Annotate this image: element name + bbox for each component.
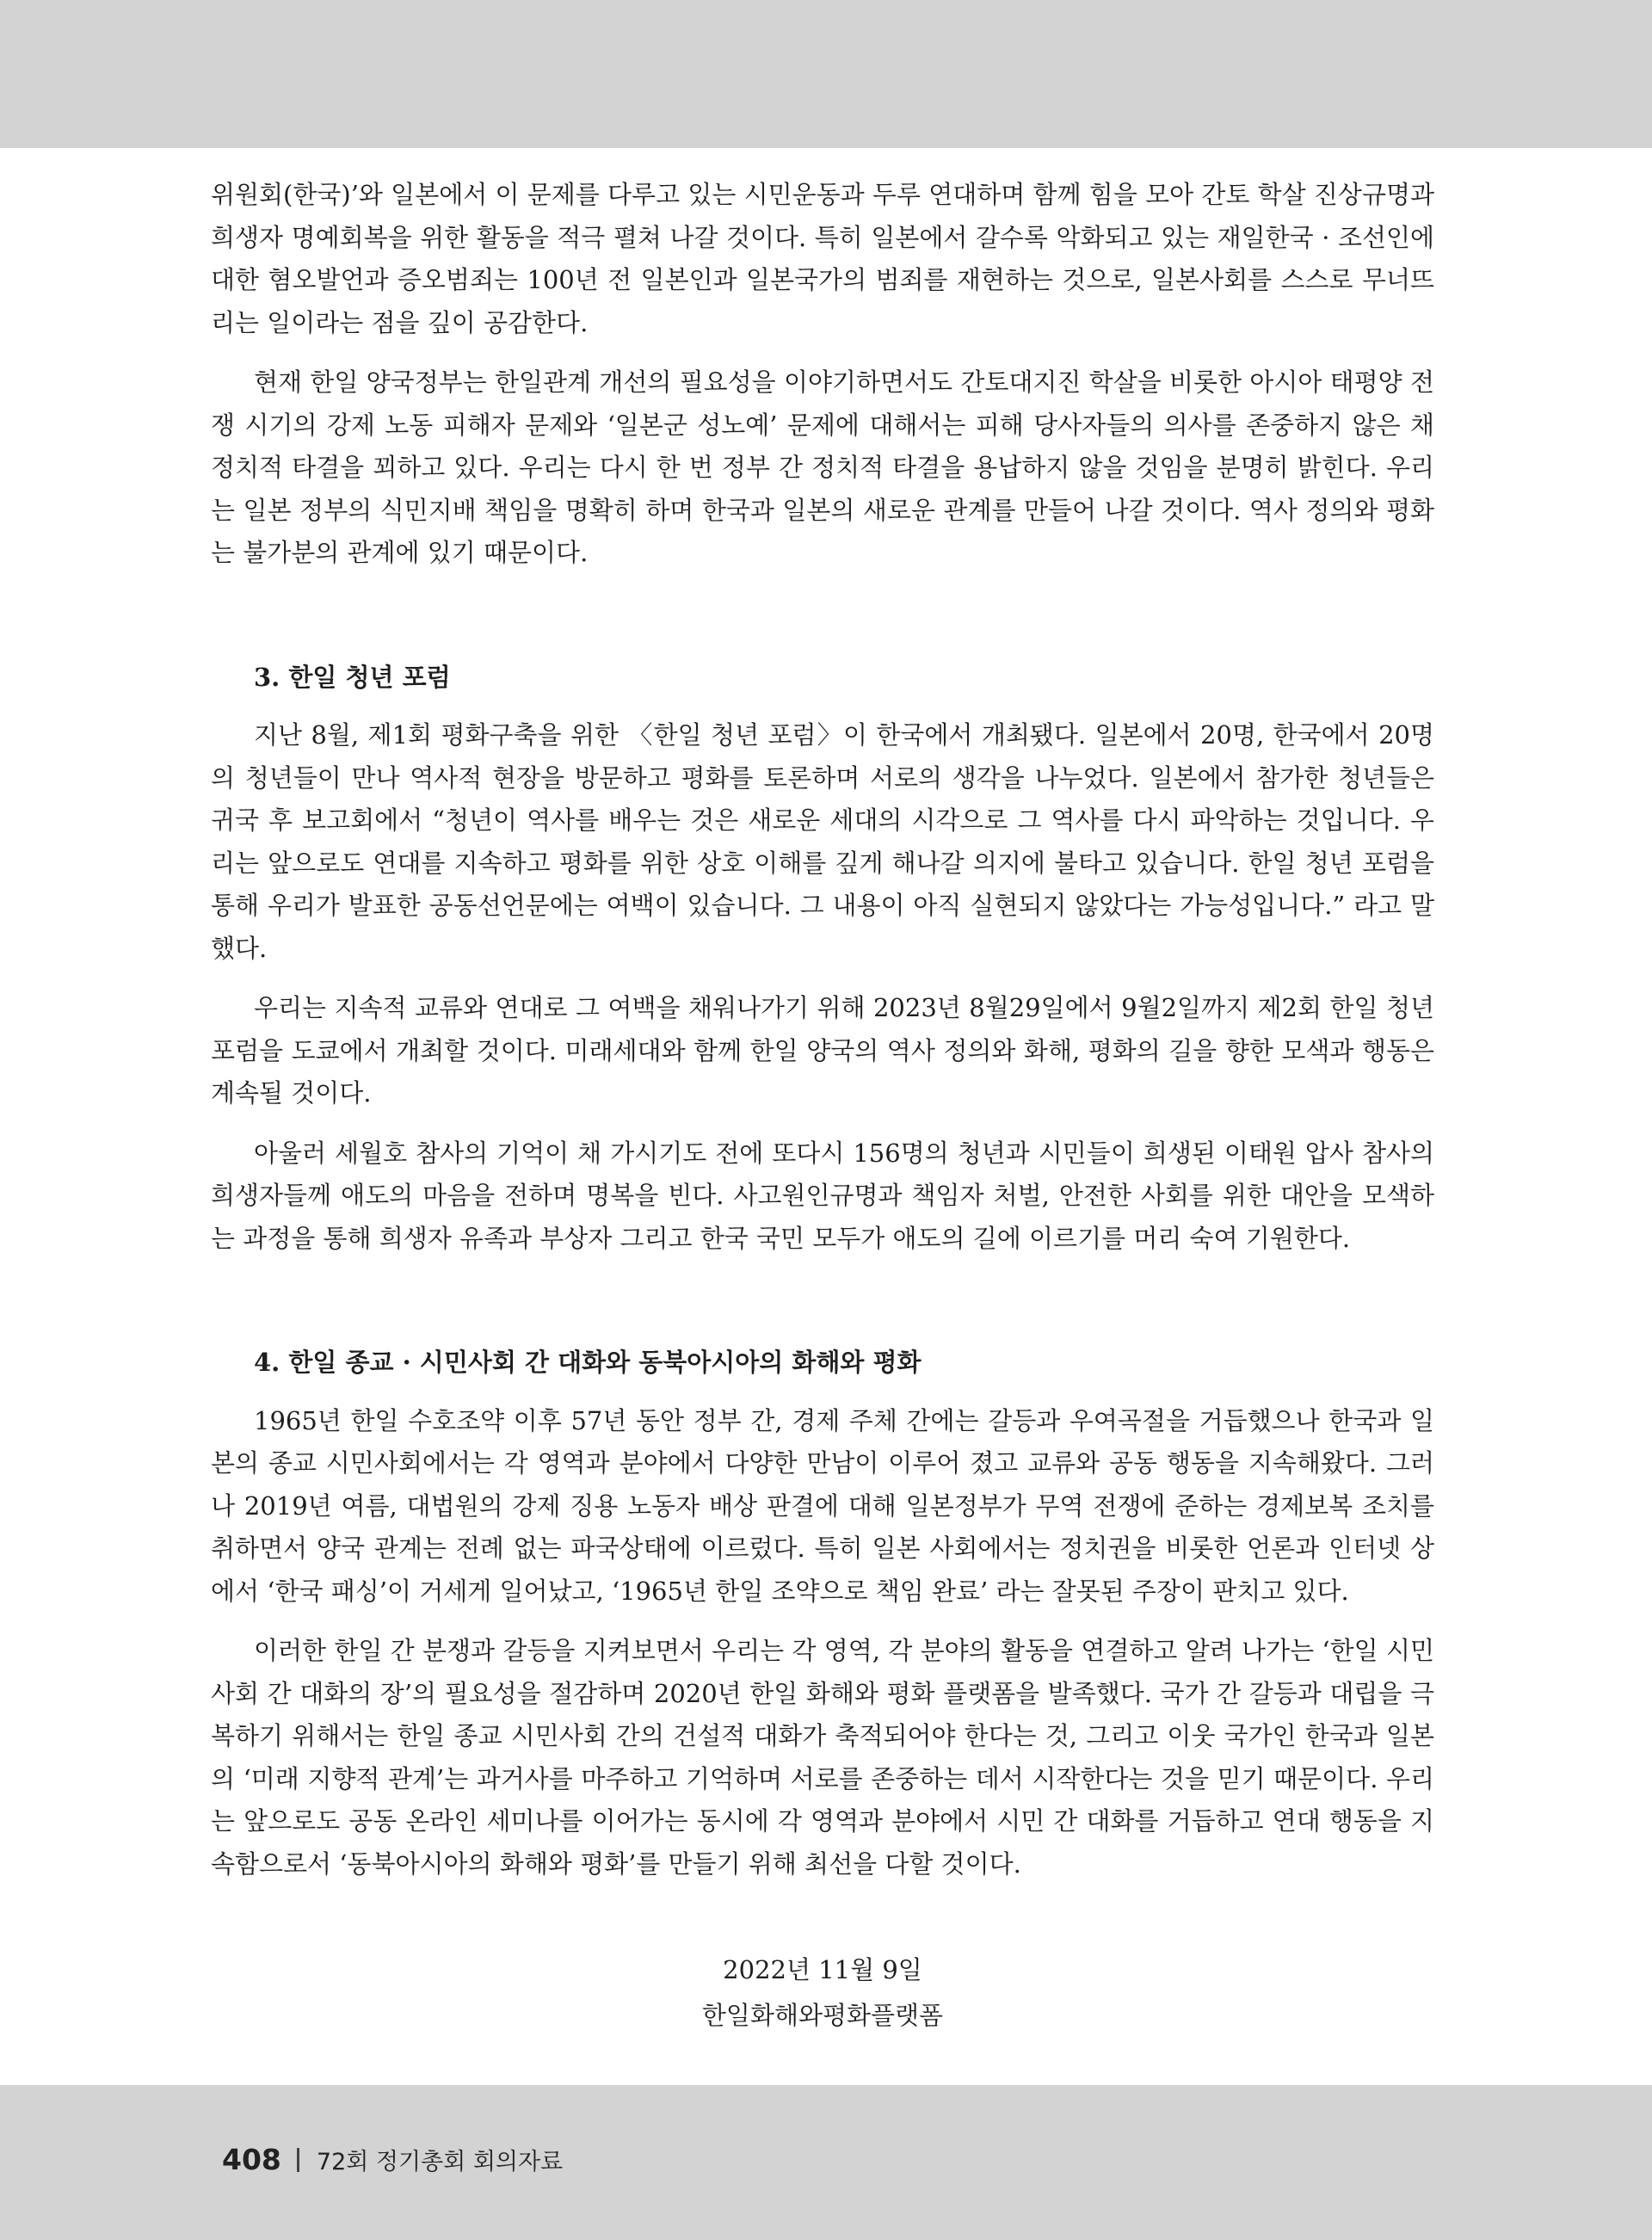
- paragraph: 현재 한일 양국정부는 한일관계 개선의 필요성을 이야기하면서도 간토대지진 학살을 비롯한 아시아 태평양 전쟁 시기의 강제 노동 피해자 문제와 ‘일본군 성노예’ 문제에 대해서는 피해 당사자들의 의사를 존중하지 않은 채 정치적 타결을 꾀하고 있다. 우리는 다시 한 번 정부 간 정치적 타결을 용납하지 않을 것임을 분명히 밝힌다. 우리는 일본 정부의 식민지배 책임을 명확히 하며 한국과 일본의 새로운 관계를 만들어 나갈 것이다. 역사 정의와 평화는 불가분의 관계에 있기 때문이다.: [211, 367, 1434, 567]
- header-band: [0, 0, 1652, 148]
- document-title: 72회 정기총회 회의자료: [316, 2149, 564, 2175]
- paragraph: 이러한 한일 간 분쟁과 갈등을 지켜보면서 우리는 각 영역, 각 분야의 활동을 연결하고 알려 나가는 ‘한일 시민사회 간 대화의 장’의 필요성을 절감하며 2020년 한일 화해와 평화 플랫폼을 발족했다. 국가 간 갈등과 대립을 극복하기 위해서는 한일 종교 시민사회 간의 건설적 대화가 축적되어야 한다는 것, 그리고 이웃 국가인 한국과 일본의 ‘미래 지향적 관계’는 과거사를 마주하고 기억하며 서로를 존중하는 데서 시작한다는 것을 믿기 때문이다. 우리는 앞으로도 공동 온라인 세미나를 이어가는 동시에 각 영역과 분야에서 시민 간 대화를 거듭하고 연대 행동을 지속함으로서 ‘동북아시아의 화해와 평화’를 만들기 위해 최선을 다할 것이다.: [211, 1636, 1434, 1879]
- section-heading: 4. 한일 종교 · 시민사회 간 대화와 동북아시아의 화해와 평화: [254, 1348, 922, 1377]
- paragraph: 아울러 세월호 참사의 기억이 채 가시기도 전에 또다시 156명의 청년과 시민들이 희생된 이태원 압사 참사의 희생자들께 애도의 마음을 전하며 명복을 빈다. 사고원인규명과 책임자 처벌, 안전한 사회를 위한 대안을 모색하는 과정을 통해 희생자 유족과 부상자 그리고 한국 국민 모두가 애도의 길에 이르기를 머리 숙여 기원한다.: [211, 1138, 1434, 1253]
- paragraph: 위원회(한국)’와 일본에서 이 문제를 다루고 있는 시민운동과 두루 연대하며 함께 힘을 모아 간토 학살 진상규명과 희생자 명예회복을 위한 활동을 적극 펼쳐 나갈 것이다. 특히 일본에서 갈수록 악화되고 있는 재일한국 · 조선인에 대한 혐오발언과 증오범죄는 100년 전 일본인과 일본국가의 범죄를 재현하는 것으로, 일본사회를 스스로 무너뜨리는 일이라는 점을 깊이 공감한다.: [211, 180, 1434, 337]
- signature-organization: 한일화해와평화플랫폼: [701, 2001, 944, 2030]
- document-body: [211, 174, 1434, 2039]
- signature-block: [211, 1947, 1434, 2039]
- paragraph: 지난 8월, 제1회 평화구축을 위한 〈한일 청년 포럼〉이 한국에서 개최됐다. 일본에서 20명, 한국에서 20명의 청년들이 만나 역사적 현장을 방문하고 평화를 토론하며 서로의 생각을 나누었다. 일본에서 참가한 청년들은 귀국 후 보고회에서 “청년이 역사를 배우는 것은 새로운 세대의 시각으로 그 역사를 다시 파악하는 것입니다. 우리는 앞으로도 연대를 지속하고 평화를 위한 상호 이해를 깊게 해나갈 의지에 불타고 있습니다. 한일 청년 포럼을 통해 우리가 발표한 공동선언문에는 여백이 있습니다. 그 내용이 아직 실현되지 않았다는 가능성입니다.” 라고 말했다.: [211, 720, 1435, 963]
- section-heading: 3. 한일 청년 포럼: [254, 662, 451, 692]
- signature-date: 2022년 11월 9일: [723, 1955, 922, 1984]
- page-number: 408: [222, 2143, 281, 2176]
- footer-divider: [297, 2148, 299, 2172]
- paragraph: 1965년 한일 수호조약 이후 57년 동안 정부 간, 경제 주체 간에는 갈등과 우여곡절을 거듭했으나 한국과 일본의 종교 시민사회에서는 각 영역과 분야에서 다양한 만남이 이루어 졌고 교류와 공동 행동을 지속해왔다. 그러나 2019년 여름, 대법원의 강제 징용 노동자 배상 판결에 대해 일본정부가 무역 전쟁에 준하는 경제보복 조치를 취하면서 양국 관계는 전례 없는 파국상태에 이르렀다. 특히 일본 사회에서는 정치권을 비롯한 언론과 인터넷 상에서 ‘한국 패싱’이 거세게 일어났고, ‘1965년 한일 조약으로 책임 완료’ 라는 잘못된 주장이 판치고 있다.: [211, 1405, 1434, 1606]
- paragraph: 우리는 지속적 교류와 연대로 그 여백을 채워나가기 위해 2023년 8월29일에서 9월2일까지 제2회 한일 청년 포럼을 도쿄에서 개최할 것이다. 미래세대와 함께 한일 양국의 역사 정의와 화해, 평화의 길을 향한 모색과 행동은 계속될 것이다.: [211, 993, 1434, 1108]
- page-footer: [222, 2143, 563, 2176]
